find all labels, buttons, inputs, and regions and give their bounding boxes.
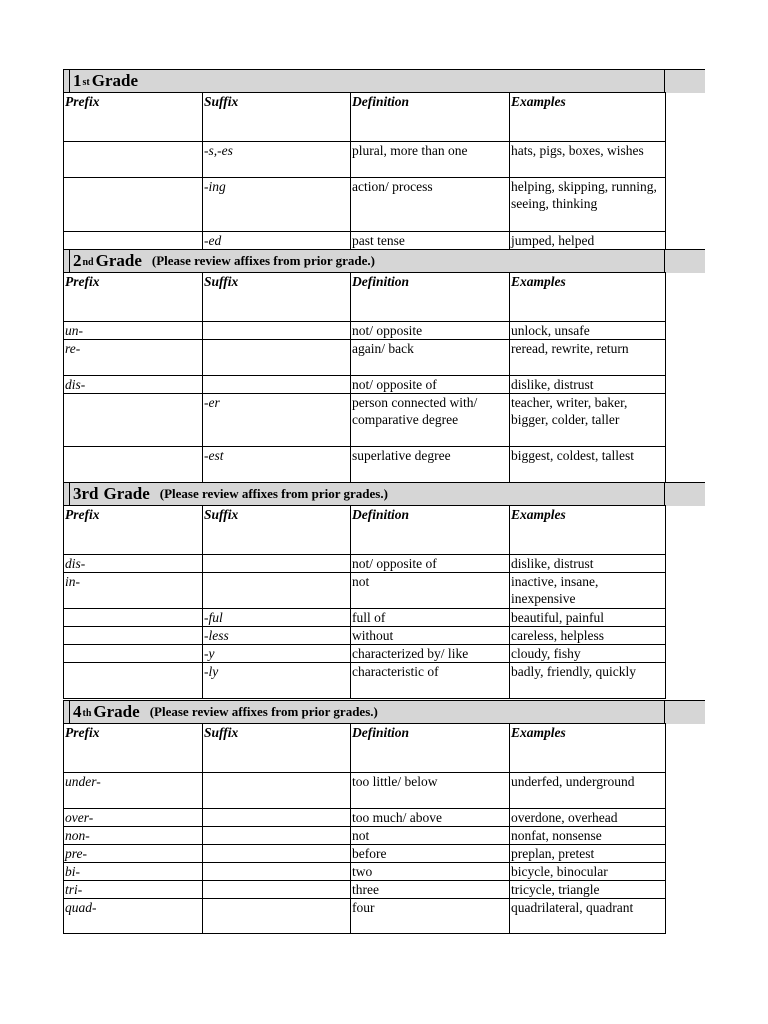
suffix-cell: -s,-es: [203, 142, 351, 178]
review-note: (Please review affixes from prior grade.): [151, 252, 376, 268]
column-header-examples: Examples: [510, 93, 666, 142]
grade-word: Grade: [91, 70, 139, 90]
grade-number: 4: [73, 701, 82, 721]
suffix-cell: [203, 827, 351, 845]
table-row: [64, 899, 666, 934]
table-row: [64, 232, 666, 250]
table-row: [64, 376, 666, 394]
suffix-cell: [203, 881, 351, 899]
suffix-cell: [203, 340, 351, 376]
examples-cell: dislike, distrust: [510, 555, 666, 573]
definition-cell: not/ opposite of: [351, 376, 510, 394]
prefix-cell: non-: [64, 827, 203, 845]
definition-cell: three: [351, 881, 510, 899]
prefix-cell: pre-: [64, 845, 203, 863]
title-divider: [64, 482, 70, 505]
examples-cell: helping, skipping, running, seeing, thinking: [510, 178, 666, 232]
column-header-row: [64, 273, 666, 322]
grade-ordinal-suffix: th: [82, 708, 92, 719]
grade-ordinal-suffix: nd: [82, 257, 94, 268]
grade-number: 1: [73, 70, 82, 90]
grade-word: Grade: [93, 701, 140, 721]
column-header-definition: Definition: [351, 724, 510, 773]
column-header-examples: Examples: [510, 724, 666, 773]
definition-cell: not: [351, 573, 510, 609]
prefix-cell: [64, 645, 203, 663]
examples-cell: reread, rewrite, return: [510, 340, 666, 376]
column-header-definition: Definition: [351, 506, 510, 555]
examples-cell: bicycle, binocular: [510, 863, 666, 881]
column-header-suffix: Suffix: [203, 93, 351, 142]
prefix-cell: [64, 142, 203, 178]
suffix-cell: [203, 863, 351, 881]
grade-number: 3rd: [73, 483, 99, 503]
table-row: [64, 178, 666, 232]
column-header-definition: Definition: [351, 93, 510, 142]
suffix-cell: [203, 809, 351, 827]
examples-cell: preplan, pretest: [510, 845, 666, 863]
prefix-cell: dis-: [64, 376, 203, 394]
examples-cell: dislike, distrust: [510, 376, 666, 394]
table-row: [64, 555, 666, 573]
table-row: [64, 881, 666, 899]
examples-cell: biggest, coldest, tallest: [510, 447, 666, 483]
definition-cell: before: [351, 845, 510, 863]
examples-cell: jumped, helped: [510, 232, 666, 250]
examples-cell: underfed, underground: [510, 773, 666, 809]
table-row: [64, 142, 666, 178]
column-header-row: [64, 93, 666, 142]
definition-cell: four: [351, 899, 510, 934]
column-header-definition: Definition: [351, 273, 510, 322]
prefix-cell: bi-: [64, 863, 203, 881]
suffix-cell: [203, 773, 351, 809]
examples-cell: inactive, insane, inexpensive: [510, 573, 666, 609]
examples-cell: teacher, writer, baker, bigger, colder, taller: [510, 394, 666, 447]
column-header-examples: Examples: [510, 506, 666, 555]
table-row: [64, 609, 666, 627]
prefix-cell: [64, 447, 203, 483]
suffix-cell: [203, 573, 351, 609]
grade-ordinal-suffix: st: [82, 77, 90, 88]
examples-cell: unlock, unsafe: [510, 322, 666, 340]
grade-1-affix-table: [63, 92, 666, 250]
suffix-cell: [203, 555, 351, 573]
column-header-prefix: Prefix: [64, 724, 203, 773]
examples-cell: quadrilateral, quadrant: [510, 899, 666, 934]
examples-cell: cloudy, fishy: [510, 645, 666, 663]
suffix-cell: -est: [203, 447, 351, 483]
suffix-cell: -less: [203, 627, 351, 645]
table-row: [64, 573, 666, 609]
suffix-cell: -ed: [203, 232, 351, 250]
column-header-suffix: Suffix: [203, 724, 351, 773]
suffix-cell: [203, 376, 351, 394]
prefix-cell: under-: [64, 773, 203, 809]
prefix-cell: in-: [64, 573, 203, 609]
table-row: [64, 340, 666, 376]
column-header-prefix: Prefix: [64, 93, 203, 142]
table-row: [64, 863, 666, 881]
definition-cell: without: [351, 627, 510, 645]
grade-2-affix-table: [63, 272, 666, 483]
prefix-cell: dis-: [64, 555, 203, 573]
grade-4-affix-table: [63, 723, 666, 934]
grade-word: Grade: [95, 250, 142, 270]
column-header-suffix: Suffix: [203, 506, 351, 555]
table-row: [64, 645, 666, 663]
prefix-cell: [64, 609, 203, 627]
suffix-cell: [203, 322, 351, 340]
grade-4-title: [63, 700, 665, 723]
suffix-cell: -ly: [203, 663, 351, 699]
table-row: [64, 447, 666, 483]
table-row: [64, 827, 666, 845]
column-header-prefix: Prefix: [64, 273, 203, 322]
prefix-cell: re-: [64, 340, 203, 376]
definition-cell: full of: [351, 609, 510, 627]
definition-cell: too much/ above: [351, 809, 510, 827]
definition-cell: not/ opposite of: [351, 555, 510, 573]
definition-cell: too little/ below: [351, 773, 510, 809]
grade-3-affix-table: [63, 505, 666, 699]
definition-cell: again/ back: [351, 340, 510, 376]
suffix-cell: -y: [203, 645, 351, 663]
prefix-cell: tri-: [64, 881, 203, 899]
grade-2-title: [63, 249, 665, 272]
suffix-cell: -ful: [203, 609, 351, 627]
prefix-cell: [64, 627, 203, 645]
definition-cell: superlative degree: [351, 447, 510, 483]
definition-cell: past tense: [351, 232, 510, 250]
examples-cell: nonfat, nonsense: [510, 827, 666, 845]
grade-word: Grade: [103, 483, 150, 503]
title-divider: [64, 700, 70, 723]
table-row: [64, 773, 666, 809]
examples-cell: careless, helpless: [510, 627, 666, 645]
definition-cell: characteristic of: [351, 663, 510, 699]
definition-cell: not/ opposite: [351, 322, 510, 340]
prefix-cell: over-: [64, 809, 203, 827]
examples-cell: badly, friendly, quickly: [510, 663, 666, 699]
column-header-examples: Examples: [510, 273, 666, 322]
prefix-cell: quad-: [64, 899, 203, 934]
table-row: [64, 663, 666, 699]
examples-cell: tricycle, triangle: [510, 881, 666, 899]
table-row: [64, 627, 666, 645]
column-header-prefix: Prefix: [64, 506, 203, 555]
examples-cell: overdone, overhead: [510, 809, 666, 827]
title-divider: [64, 69, 70, 92]
definition-cell: characterized by/ like: [351, 645, 510, 663]
suffix-cell: [203, 899, 351, 934]
table-row: [64, 845, 666, 863]
prefix-cell: un-: [64, 322, 203, 340]
column-header-row: [64, 506, 666, 555]
table-row: [64, 394, 666, 447]
definition-cell: two: [351, 863, 510, 881]
table-row: [64, 322, 666, 340]
prefix-cell: [64, 232, 203, 250]
prefix-cell: [64, 394, 203, 447]
examples-cell: hats, pigs, boxes, wishes: [510, 142, 666, 178]
grade-number: 2: [73, 250, 82, 270]
title-divider: [64, 249, 70, 272]
grade-1-title: [63, 69, 665, 92]
table-row: [64, 809, 666, 827]
definition-cell: not: [351, 827, 510, 845]
review-note: (Please review affixes from prior grades.): [159, 485, 388, 501]
definition-cell: action/ process: [351, 178, 510, 232]
column-header-suffix: Suffix: [203, 273, 351, 322]
review-note: (Please review affixes from prior grades.): [149, 703, 378, 719]
examples-cell: beautiful, painful: [510, 609, 666, 627]
suffix-cell: -er: [203, 394, 351, 447]
suffix-cell: -ing: [203, 178, 351, 232]
prefix-cell: [64, 178, 203, 232]
column-header-row: [64, 724, 666, 773]
suffix-cell: [203, 845, 351, 863]
definition-cell: person connected with/ comparative degree: [351, 394, 510, 447]
definition-cell: plural, more than one: [351, 142, 510, 178]
grade-3-title: [63, 482, 665, 505]
prefix-cell: [64, 663, 203, 699]
